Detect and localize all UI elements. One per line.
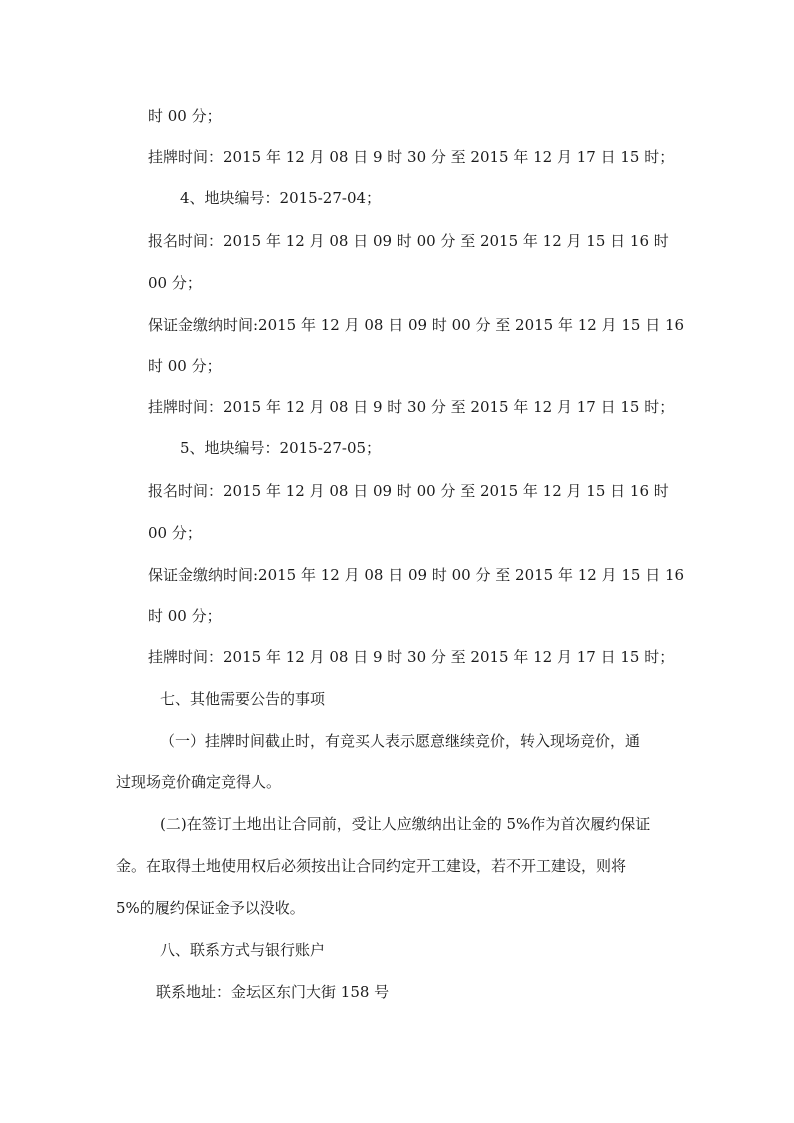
text-line: 挂牌时间：2015 年 12 月 08 日 9 时 30 分 至 2015 年 12 月 17 日 15 时；	[148, 648, 675, 666]
text-line: 报名时间：2015 年 12 月 08 日 09 时 00 分 至 2015 年 12 月 15 日 16 时	[148, 482, 669, 500]
text-line: 00 分；	[148, 274, 202, 292]
section-heading: 八、联系方式与银行账户	[160, 941, 326, 959]
text-line: 时 00 分；	[148, 607, 222, 625]
text-line: 00 分；	[148, 524, 202, 542]
paragraph-line: 过现场竞价确定竞得人。	[116, 773, 282, 791]
parcel-heading: 5、地块编号：2015-27-05；	[180, 439, 382, 457]
text-line: 时 00 分；	[148, 107, 222, 125]
paragraph-line: （一）挂牌时间截止时，有竞买人表示愿意继续竞价，转入现场竞价，通	[160, 732, 641, 750]
text-line: 时 00 分；	[148, 357, 222, 375]
contact-address: 联系地址：金坛区东门大街 158 号	[156, 983, 390, 1001]
text-line: 挂牌时间：2015 年 12 月 08 日 9 时 30 分 至 2015 年 12 月 17 日 15 时；	[148, 398, 675, 416]
parcel-heading: 4、地块编号：2015-27-04；	[180, 189, 382, 207]
section-heading: 七、其他需要公告的事项	[160, 690, 326, 708]
text-line: 保证金缴纳时间:2015 年 12 月 08 日 09 时 00 分 至 2015 年 12 月 15 日 16	[148, 316, 685, 334]
paragraph-line: (二)在签订土地出让合同前，受让人应缴纳出让金的 5%作为首次履约保证	[160, 815, 651, 833]
text-line: 报名时间：2015 年 12 月 08 日 09 时 00 分 至 2015 年 12 月 15 日 16 时	[148, 232, 669, 250]
paragraph-line: 5%的履约保证金予以没收。	[116, 899, 305, 917]
text-line: 保证金缴纳时间:2015 年 12 月 08 日 09 时 00 分 至 2015 年 12 月 15 日 16	[148, 566, 685, 584]
paragraph-line: 金。在取得土地使用权后必须按出让合同约定开工建设，若不开工建设，则将	[116, 857, 627, 875]
text-line: 挂牌时间：2015 年 12 月 08 日 9 时 30 分 至 2015 年 12 月 17 日 15 时；	[148, 148, 675, 166]
